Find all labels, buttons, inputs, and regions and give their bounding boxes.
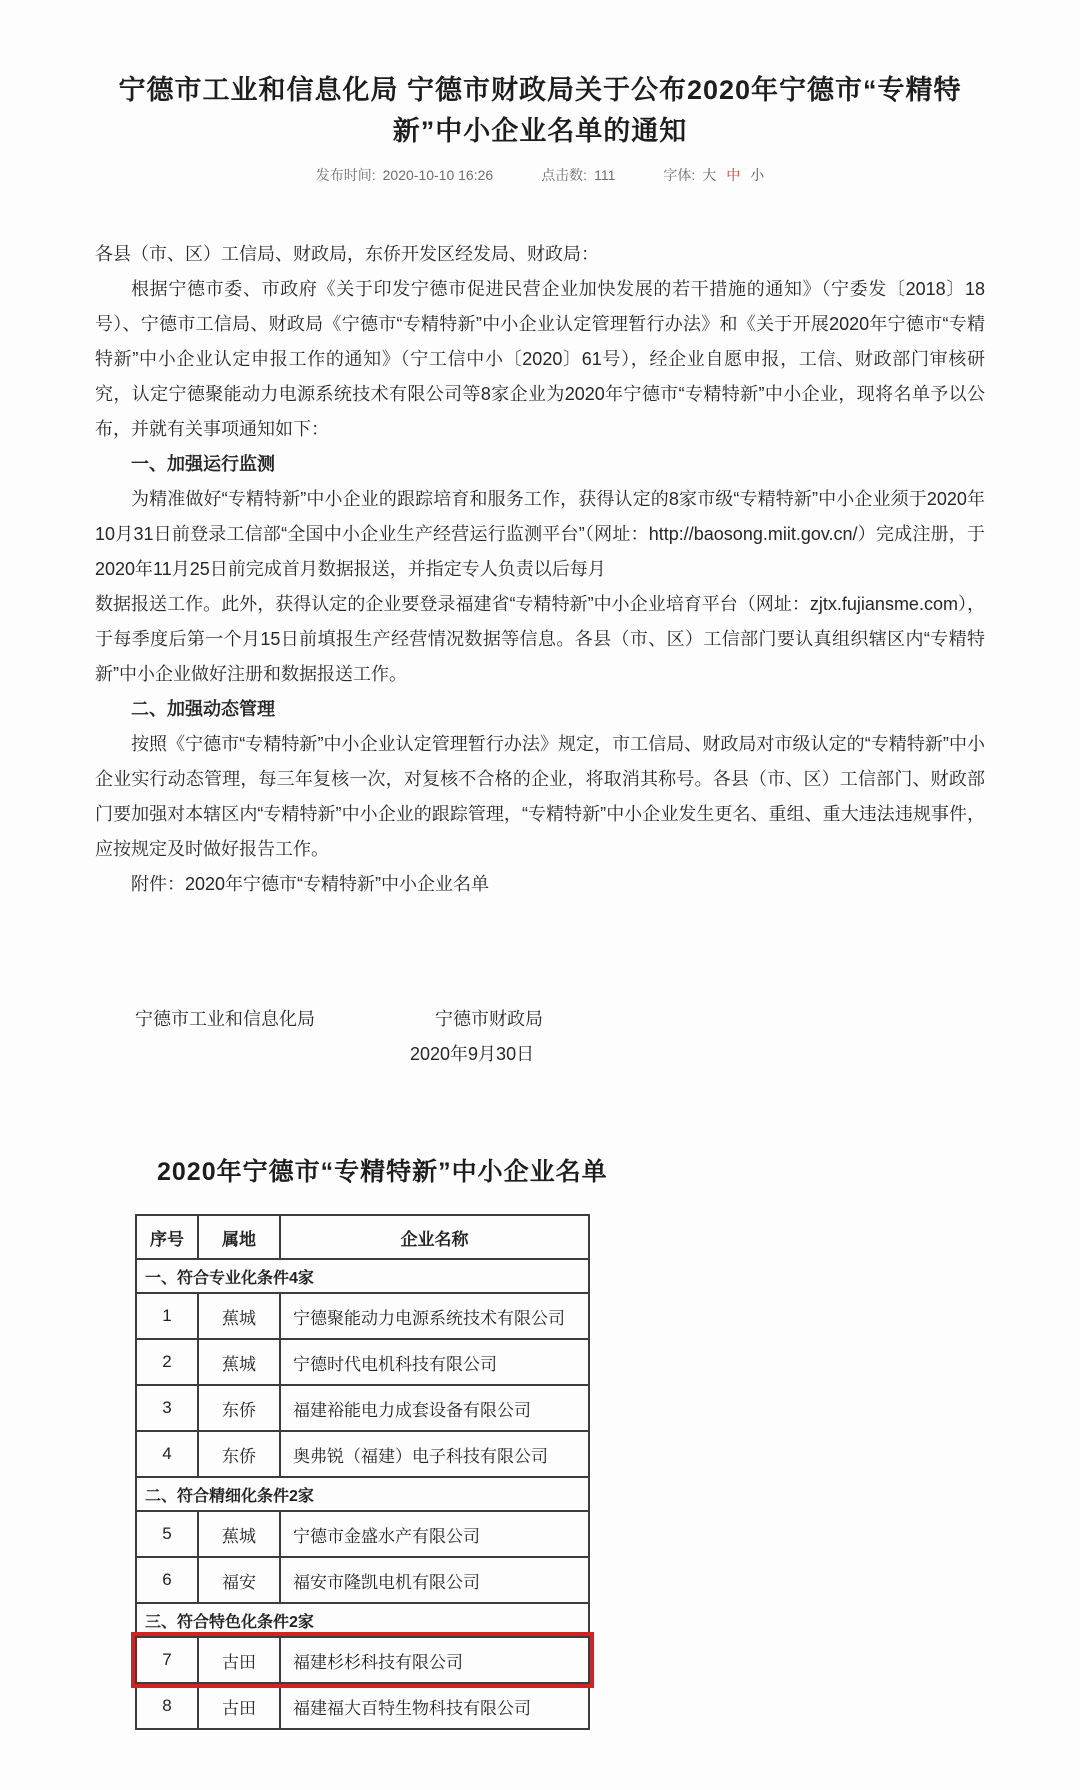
hit-count-label: 点击数: (541, 167, 588, 183)
document-body (95, 237, 985, 1072)
cell-company: 福建杉杉科技有限公司 (280, 1637, 589, 1683)
table-row (136, 1339, 589, 1385)
cell-company: 宁德聚能动力电源系统技术有限公司 (280, 1293, 589, 1339)
cell-no: 1 (136, 1293, 198, 1339)
table-row (136, 1683, 589, 1729)
table-section-row (136, 1477, 589, 1511)
table-row (136, 1557, 589, 1603)
hit-count-value: 111 (594, 167, 616, 183)
table-row (136, 1431, 589, 1477)
signature-block (95, 1002, 985, 1037)
table-section-row (136, 1259, 589, 1293)
publish-time-label: 发布时间: (315, 167, 376, 183)
cell-region: 东侨 (198, 1431, 280, 1477)
publish-time (316, 165, 493, 185)
paragraph-basis: 根据宁德市委、市政府《关于印发宁德市促进民营企业加快发展的若干措施的通知》（宁委发〔2018〕18号）、宁德市工信局、财政局《宁德市“专精特新”中小企业认定管理暂行办法》和《关于开展2020年宁德市“专精特新”中小企业认定申报工作的通知》（宁工信中小〔2020〕61号），经企业自愿申报，工信、财政部门审核研究，认定宁德聚能动力电源系统技术有限公司等8家企业为2020年宁德市“专精特新”中小企业，现将名单予以公布，并就有关事项通知如下： (95, 279, 985, 439)
table-row (136, 1293, 589, 1339)
header-cell-region: 属地 (198, 1215, 280, 1259)
cell-no: 3 (136, 1385, 198, 1431)
cell-company: 宁德时代电机科技有限公司 (280, 1339, 589, 1385)
attachment-section (95, 1152, 985, 1730)
header-cell-no: 序号 (136, 1215, 198, 1259)
cell-no: 7 (136, 1637, 198, 1683)
cell-region: 蕉城 (198, 1293, 280, 1339)
section-label: 一、符合专业化条件4家 (136, 1259, 589, 1293)
font-size-label: 字体: (663, 167, 696, 183)
section-label: 三、符合特色化条件2家 (136, 1603, 589, 1637)
cell-company: 奥弗锐（福建）电子科技有限公司 (280, 1431, 589, 1477)
paragraph-monitoring-1: 为精准做好“专精特新”中小企业的跟踪培育和服务工作，获得认定的8家市级“专精特新”中小企业须于2020年10月31日前登录工信部“全国中小企业生产经营运行监测平台”（网址：http://baosong.miit.gov.cn/）完成注册，于2020年11月25日前完成首月数据报送，并指定专人负责以后每月 (95, 489, 985, 579)
cell-no: 5 (136, 1511, 198, 1557)
cell-no: 6 (136, 1557, 198, 1603)
cell-region: 蕉城 (198, 1339, 280, 1385)
table-section-row (136, 1603, 589, 1637)
font-size-large[interactable]: 大 (702, 167, 717, 183)
font-size-small[interactable]: 小 (750, 167, 765, 183)
cell-region: 蕉城 (198, 1511, 280, 1557)
table-row (136, 1385, 589, 1431)
cell-company: 福建裕能电力成套设备有限公司 (280, 1385, 589, 1431)
attachment-reference: 附件：2020年宁德市“专精特新”中小企业名单 (131, 874, 490, 894)
hit-count (541, 165, 615, 185)
cell-company: 福安市隆凯电机有限公司 (280, 1557, 589, 1603)
font-size-switcher (663, 165, 764, 185)
cell-region: 福安 (198, 1557, 280, 1603)
publish-time-value: 2020-10-10 16:26 (382, 167, 494, 183)
signature-org-right: 宁德市财政局 (435, 1009, 543, 1029)
signature-org-left: 宁德市工业和信息化局 (135, 1009, 315, 1029)
section-heading-1: 一、加强运行监测 (131, 454, 275, 474)
font-size-options (702, 165, 764, 185)
cell-region: 东侨 (198, 1385, 280, 1431)
page-title: 宁德市工业和信息化局 宁德市财政局关于公布2020年宁德市“专精特新”中小企业名单的通知 (118, 75, 962, 146)
cell-region: 古田 (198, 1683, 280, 1729)
cell-no: 2 (136, 1339, 198, 1385)
header-cell-company: 企业名称 (280, 1215, 589, 1259)
paragraph-dynamic-management: 按照《宁德市“专精特新”中小企业认定管理暂行办法》规定，市工信局、财政局对市级认定的“专精特新”中小企业实行动态管理，每三年复核一次，对复核不合格的企业，将取消其称号。各县（市、区）工信部门、财政部门要加强对本辖区内“专精特新”中小企业的跟踪管理，“专精特新”中小企业发生更名、重组、重大违法违规事件，应按规定及时做好报告工作。 (95, 734, 985, 859)
section-label: 二、符合精细化条件2家 (136, 1477, 589, 1511)
cell-company: 福建福大百特生物科技有限公司 (280, 1683, 589, 1729)
cell-no: 8 (136, 1683, 198, 1729)
paragraph-monitoring-2: 数据报送工作。此外，获得认定的企业要登录福建省“专精特新”中小企业培育平台（网址：zjtx.fujiansme.com），于每季度后第一个月15日前填报生产经营情况数据等信息。各县（市、区）工信部门要认真组织辖区内“专精特新”中小企业做好注册和数据报送工作。 (95, 594, 985, 684)
enterprise-table (135, 1214, 590, 1730)
cell-company: 宁德市金盛水产有限公司 (280, 1511, 589, 1557)
table-row-highlighted (136, 1637, 589, 1683)
meta-bar (95, 165, 985, 185)
signature-date: 2020年9月30日 (410, 1044, 535, 1064)
salutation: 各县（市、区）工信局、财政局，东侨开发区经发局、财政局： (95, 244, 599, 264)
attachment-table-title: 2020年宁德市“专精特新”中小企业名单 (157, 1158, 608, 1186)
cell-region: 古田 (198, 1637, 280, 1683)
table-row (136, 1511, 589, 1557)
section-heading-2: 二、加强动态管理 (131, 699, 275, 719)
font-size-medium[interactable]: 中 (726, 167, 741, 183)
cell-no: 4 (136, 1431, 198, 1477)
table-header-row (136, 1215, 589, 1259)
